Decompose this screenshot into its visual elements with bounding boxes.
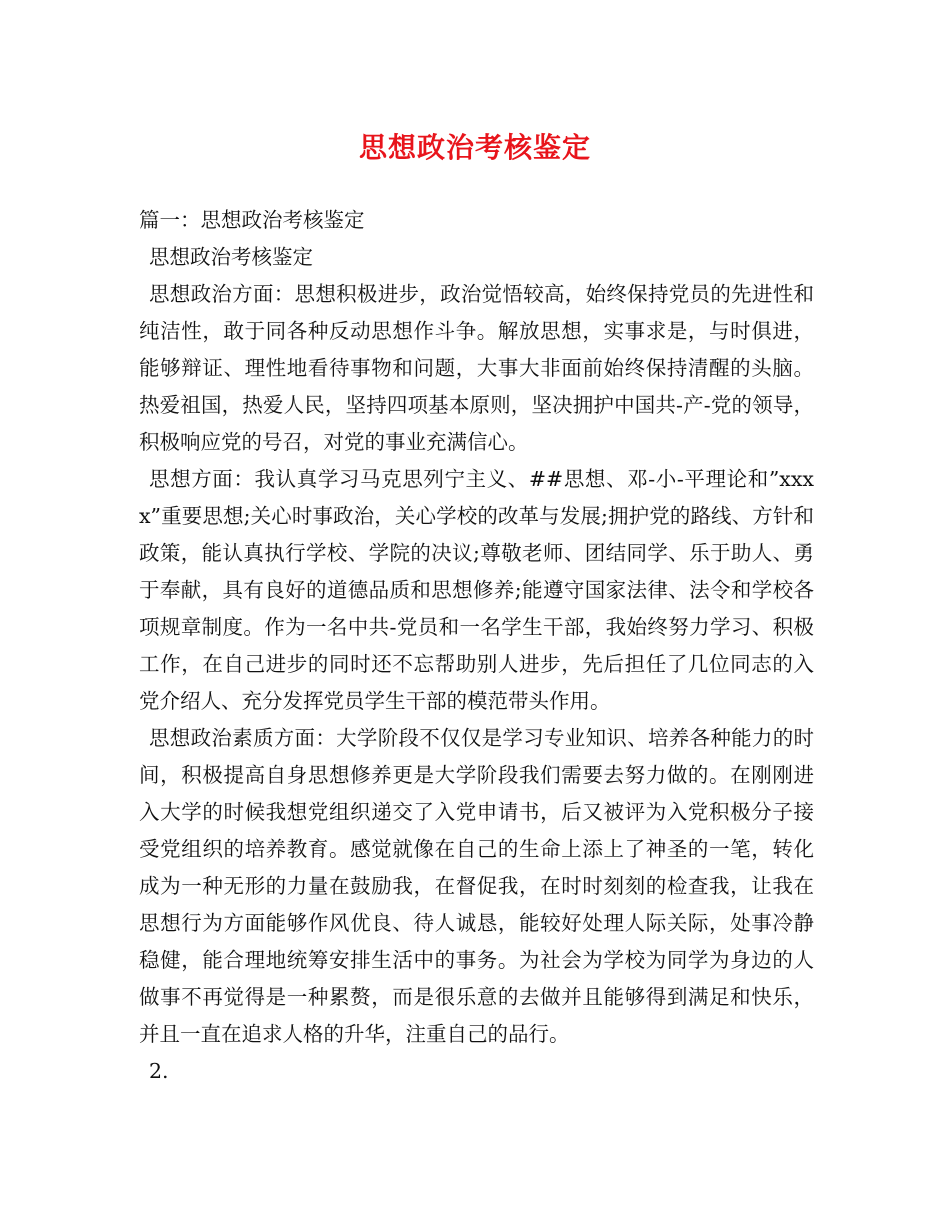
paragraph-political: 思想政治方面：思想积极进步，政治觉悟较高，始终保持党员的先进性和纯洁性，敢于同各种反动思想作斗争。解放思想，实事求是，与时俱进，能够辩证、理性地看待事物和问题，大事大非面前始终保持清醒的头脑。热爱祖国，热爱人民，坚持四项基本原则，坚决拥护中国共-产-党的领导，积极响应党的号召，对党的事业充满信心。 (139, 282, 814, 454)
paragraph-number: 2. (149, 1059, 169, 1083)
section-heading: 篇一：思想政治考核鉴定 (139, 208, 365, 232)
subsection-heading: 思想政治考核鉴定 (149, 245, 313, 269)
paragraph-quality: 思想政治素质方面：大学阶段不仅仅是学习专业知识、培养各种能力的时间，积极提高自身思想修养更是大学阶段我们需要去努力做的。在刚刚进入大学的时候我想党组织递交了入党申请书，后又被评为入党积极分子接受党组织的培养教育。感觉就像在自己的生命上添上了神圣的一笔，转化成为一种无形的力量在鼓励我，在督促我，在时时刻刻的检查我，让我在思想行为方面能够作风优良、待人诚恳，能较好处理人际关际，处事冷静稳健，能合理地统筹安排生活中的事务。为社会为学校为同学为身边的人做事不再觉得是一种累赘，而是很乐意的去做并且能够得到满足和快乐，并且一直在追求人格的升华，注重自己的品行。 (139, 726, 814, 1046)
document-body (139, 202, 814, 1090)
paragraph-ideology: 思想方面：我认真学习马克思列宁主义、##思想、邓-小-平理论和”xxxx”重要思想;关心时事政治，关心学校的改革与发展;拥护党的路线、方针和政策，能认真执行学校、学院的决议;尊敬老师、团结同学、乐于助人、勇于奉献，具有良好的道德品质和思想修养;能遵守国家法律、法令和学校各项规章制度。作为一名中共-党员和一名学生干部，我始终努力学习、积极工作，在自己进步的同时还不忘帮助别人进步，先后担任了几位同志的入党介绍人、充分发挥党员学生干部的模范带头作用。 (139, 467, 814, 713)
document-title: 思想政治考核鉴定 (358, 131, 591, 164)
